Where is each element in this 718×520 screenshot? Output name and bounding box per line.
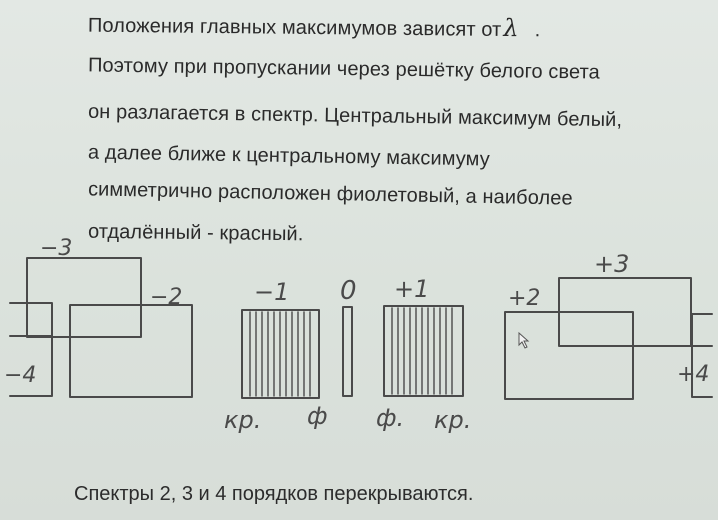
label-minus-4: −4 <box>4 363 37 388</box>
text-line-6: отдалённый - красный. <box>87 220 304 246</box>
lambda-symbol: λ <box>503 13 519 43</box>
label-plus-3: +3 <box>594 250 630 278</box>
label-right-red: кр. <box>434 406 472 434</box>
spectrum-minus-3 <box>27 258 141 337</box>
spectrum-minus-1-lines <box>250 312 310 396</box>
spectrum-plus-1-lines <box>392 308 452 394</box>
text-line-1 <box>88 10 541 43</box>
line-1-period: . <box>534 19 541 42</box>
central-maximum <box>343 307 352 396</box>
label-zero: 0 <box>340 276 357 306</box>
label-minus-2: −2 <box>150 285 183 310</box>
spectrum-plus-1 <box>384 306 463 396</box>
label-plus-4: +4 <box>677 362 710 387</box>
cursor-icon <box>519 333 528 348</box>
spectrum-minus-2 <box>70 305 192 397</box>
text-line-2: Поэтому при пропускании через решётку белого света <box>87 54 600 84</box>
text-line-3: он разлагается в спектр. Центральный максимум белый, <box>87 100 623 132</box>
label-plus-2: +2 <box>508 286 541 311</box>
spectrum-plus-2 <box>505 312 633 399</box>
spectrum-diagram <box>0 235 718 450</box>
label-plus-1: +1 <box>394 275 430 303</box>
label-left-violet: ф <box>307 402 328 430</box>
label-minus-1: −1 <box>254 278 290 306</box>
label-left-red: кр. <box>224 406 262 434</box>
footer-text: Спектры 2, 3 и 4 порядков перекрываются. <box>74 483 474 505</box>
text-line-4: а далее ближе к центральному максимуму <box>87 141 491 171</box>
text-line-5: симметрично расположен фиолетовый, а наиболее <box>87 178 573 210</box>
label-right-violet: ф. <box>376 404 405 432</box>
label-minus-3: −3 <box>40 236 73 261</box>
line-1-text: Положения главных максимумов зависят от <box>87 14 502 41</box>
